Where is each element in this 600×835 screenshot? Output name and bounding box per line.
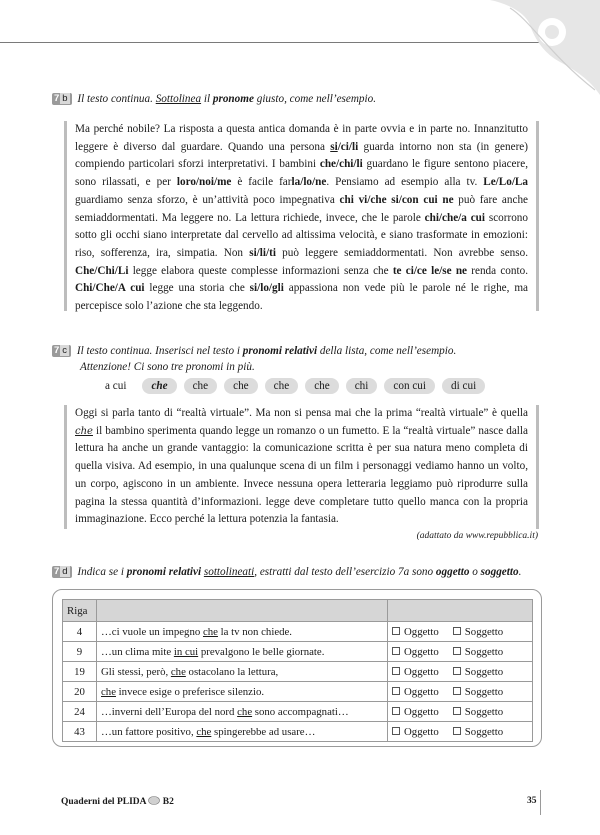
sentence-text: Gli stessi, però, [101,665,171,678]
pronoun-choice[interactable]: che/chi/li [319,158,363,171]
text-segment: guardiamo senza sforzo, è un’attività poco impegnativa [75,193,340,206]
soggetto-option[interactable] [453,626,503,638]
underlined-pronoun: che [237,705,253,718]
text-segment: legge elabora queste complesse informazioni senza che [128,264,393,277]
oggetto-option[interactable] [392,666,439,678]
oggetto-option[interactable] [392,646,439,658]
soggetto-option[interactable] [453,726,503,738]
sentence-text: …un clima mite [101,645,174,658]
text-segment: Ma perché nobile? La risposta a questa antica domanda è in parte ovvia e in parte no. Innanzitutto leggere è diverso dal guardare. Quando una persona [75,123,528,153]
checkbox-icon[interactable] [392,647,400,655]
corner-decoration-icon [490,0,600,95]
pronoun-choice[interactable]: /ci/li [337,140,359,153]
table-header-empty [97,600,388,622]
underlined-pronoun: in cui [173,645,199,658]
pronoun-choice[interactable]: si [330,140,338,153]
word-bank-item[interactable]: che [184,378,218,394]
pronoun-choice[interactable]: Le/Lo/La [483,176,528,189]
row-number: 4 [63,622,97,642]
table-header-empty [388,600,533,622]
text-segment: è facile far [231,176,292,189]
soggetto-label: Soggetto [464,685,504,698]
soggetto-option[interactable] [453,666,503,678]
word-bank-item[interactable]: che [224,378,258,394]
oggetto-label: Oggetto [404,625,439,638]
footer-title: Quaderni del PLIDA B2 [61,797,174,807]
checkbox-icon[interactable] [392,627,400,635]
checkbox-icon[interactable] [453,687,461,695]
checkbox-icon[interactable] [392,707,400,715]
row-sentence [97,682,388,702]
exercise-badge: 7 d [52,566,72,578]
soggetto-label: Soggetto [464,625,504,638]
text-segment: può leggere semiaddormentati. Non avrebbe senso. [275,246,528,259]
word-bank [96,378,485,396]
checkbox-icon[interactable] [453,727,461,735]
pronoun-choice[interactable]: chi/che/a cui [424,211,486,224]
word-bank-item[interactable]: con cui [384,378,435,394]
soggetto-option[interactable] [453,686,503,698]
pronoun-choice[interactable]: loro/noi/me [176,176,232,189]
checkbox-icon[interactable] [392,667,400,675]
text-segment: renda conto. [467,264,528,277]
soggetto-label: Soggetto [464,725,504,738]
row-options [388,682,533,702]
row-sentence [97,702,388,722]
text-segment: scorrono sotto gli occhi siano interpretate dal cervello ad altissima velocità, e siano trasformate in emozioni: riso, sofferenza, ira, simpatia. Non [75,211,528,259]
oggetto-option[interactable] [392,626,439,638]
oggetto-label: Oggetto [404,705,439,718]
row-sentence [97,722,388,742]
checkbox-icon[interactable] [453,707,461,715]
pronoun-choice[interactable]: chi vi/che si/con cui ne [339,193,454,206]
pronoun-choice[interactable]: si/lo/gli [249,282,284,295]
row-options [388,642,533,662]
exercise-7c-heading: 7 c Il testo continua. Inserisci nel testo i pronomi relativi della lista, come nell’esempio. Attenzione! Ci sono tre pronomi in più. [54,345,457,373]
checkbox-icon[interactable] [453,627,461,635]
handwritten-answer: che [75,425,93,437]
exercise-7c-text: Oggi si parla tanto di “realtà virtuale”. Ma non si pensa mai che la prima “realtà virtuale” è quella che il bambino sperimenta quando legge un romanzo o un fumetto. E la “realtà virtuale” nasce dalla lettura ha anche un grande vantaggio: la comunicazione scritta è per sua natura meno completa di quella visiva. Ad esempio, in una qualunque scena di un film i personaggi vediamo hanno un volto, un corpo, agiscono in un ambiente. Invece nessuna opera letteraria leggiamo può riprodurre sulla pagina la stessa quantità d’informazioni. legge deve completare tutto quello manca con la propria immaginazione. Ecco perché la lettura potenzia la fantasia. [64,405,539,529]
soggetto-option[interactable] [453,706,503,718]
table-row [63,662,533,682]
underlined-pronoun: che [196,725,212,738]
word-bank-item[interactable]: a cui [96,378,135,394]
text-segment: appassiona non vede più le parole né le righe, ma percepisce solo l’azione che sta leggendo. [75,282,528,313]
sentence-text: …inverni dell’Europa del nord [101,705,238,718]
row-number: 9 [63,642,97,662]
pronoun-choice[interactable]: te ci/ce le/se ne [392,264,468,277]
table-row [63,642,533,662]
table-header-row [63,600,533,622]
text-segment: guardano le figure sentono piacere, sono rilassati, e per [75,158,528,189]
sentence-text: prevalgono le belle giornate. [198,645,325,658]
word-bank-item[interactable]: che [305,378,339,394]
word-bank-item[interactable]: di cui [442,378,485,394]
source-credit: (adattato da www.repubblica.it) [416,531,538,541]
row-options [388,622,533,642]
word-bank-item[interactable]: che [142,378,176,394]
exercise-7c-warning: Attenzione! Ci sono tre pronomi in più. [80,361,255,373]
row-sentence [97,622,388,642]
row-sentence [97,662,388,682]
pronoun-choice[interactable]: Chi/Che/A cui [75,282,145,295]
oggetto-option[interactable] [392,706,439,718]
oggetto-label: Oggetto [404,665,439,678]
oggetto-label: Oggetto [404,645,439,658]
pronoun-choice[interactable]: la/lo/ne [291,176,327,189]
row-options [388,702,533,722]
row-options [388,662,533,682]
exercise-7d-heading: 7 d Indica se i pronomi relativi sottolineati, estratti dal testo dell’esercizio 7a sono oggetto o soggetto. [54,566,522,578]
table-row [63,722,533,742]
soggetto-label: Soggetto [464,645,504,658]
underlined-pronoun: che [170,665,186,678]
exercise-7b-heading: 7 b Il testo continua. Sottolinea il pronome giusto, come nell’esempio. [54,93,377,105]
underlined-pronoun: che [202,625,218,638]
soggetto-label: Soggetto [464,705,504,718]
sentence-text: sono accompagnati… [252,705,349,718]
exercise-7d-table-frame [52,589,542,747]
sentence-text: invece esige o preferisce silenzio. [115,685,265,698]
table-header-riga: Riga [63,600,97,622]
page-number: 35 [527,796,537,806]
sentence-text: …ci vuole un impegno [101,625,203,638]
sentence-text: spingerebbe ad usare… [211,725,316,738]
oggetto-label: Oggetto [404,685,439,698]
oggetto-label: Oggetto [404,725,439,738]
pronoun-choice[interactable]: si/li/ti [249,246,276,259]
table-row [63,702,533,722]
oggetto-option[interactable] [392,726,439,738]
underlined-pronoun: che [101,685,116,698]
exercise-7d-table [62,599,533,742]
row-number: 24 [63,702,97,722]
row-number: 19 [63,662,97,682]
exercise-badge: 7 b [52,93,72,105]
sentence-text: la tv non chiede. [217,625,293,638]
checkbox-icon[interactable] [392,727,400,735]
word-bank-item[interactable]: che [265,378,299,394]
pronoun-choice[interactable]: Che/Chi/Li [75,264,129,277]
text-segment: guarda intorno non sta (in genere) compiendo particolari sforzi interpretativi. I bambini [75,140,528,171]
text-segment: . Pensiamo ad esempio alla tv. [326,176,484,189]
text-segment: legge una storia che [144,282,250,295]
sentence-text: …un fattore positivo, [101,725,197,738]
text-segment: può fare anche semiaddormentati. Ma leggere no. La lettura richiede, invece, che le parole [75,193,528,224]
row-options [388,722,533,742]
checkbox-icon[interactable] [392,687,400,695]
header-rule [0,42,545,43]
checkbox-icon[interactable] [453,647,461,655]
plida-logo-icon [148,796,160,805]
word-bank-item[interactable]: chi [346,378,378,394]
row-number: 43 [63,722,97,742]
exercise-badge: 7 c [52,345,71,357]
sentence-text: ostacolano la lettura, [185,665,279,678]
checkbox-icon[interactable] [453,667,461,675]
row-sentence [97,642,388,662]
exercise-7b-text [64,121,539,311]
table-row [63,682,533,702]
oggetto-option[interactable] [392,686,439,698]
table-row [63,622,533,642]
soggetto-option[interactable] [453,646,503,658]
row-number: 20 [63,682,97,702]
footer-rule [540,790,541,815]
soggetto-label: Soggetto [464,665,504,678]
